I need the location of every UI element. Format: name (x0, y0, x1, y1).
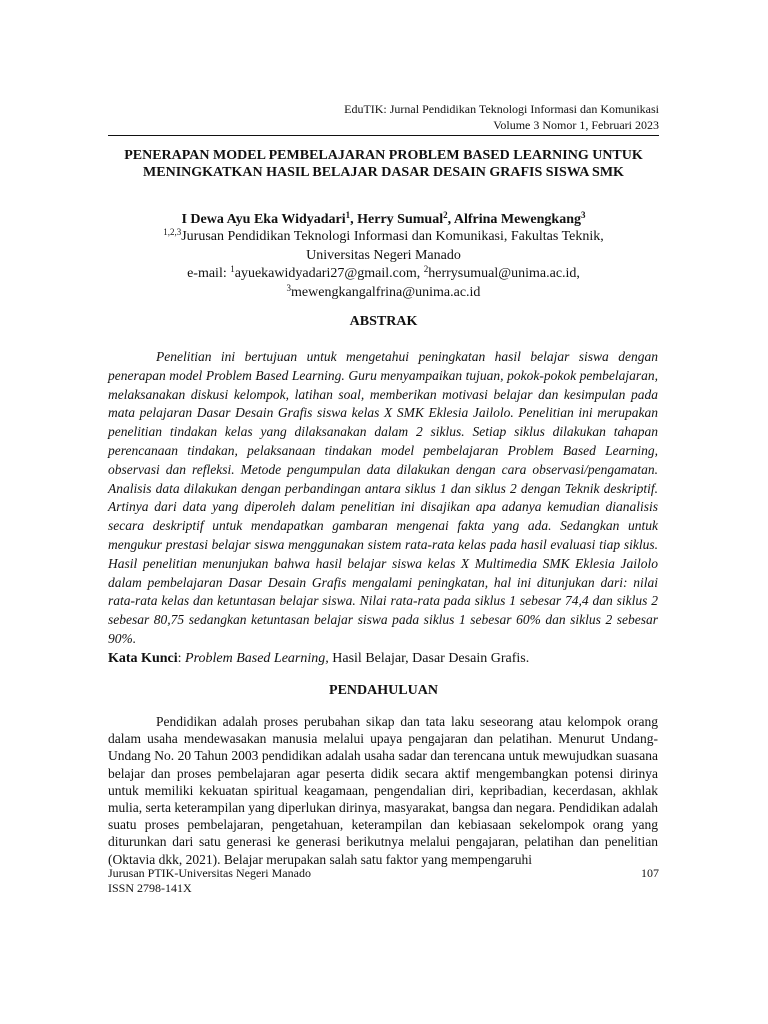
introduction-heading: PENDAHULUAN (329, 683, 438, 698)
abstract-heading: ABSTRAK (349, 314, 418, 329)
university-name: Universitas Negeri Manado (306, 247, 461, 263)
author-list: I Dewa Ayu Eka Widyadari$^1$, Herry Sumual$^2$, Alfrina Mewengkang$^3$ (181, 210, 586, 227)
introduction-text: Pendidikan adalah proses perubahan sikap dan tata laku seseorang atau kelompok orang dalam usaha mendewasakan manusia melalui upaya pengajaran dan pelatihan. Menurut Undang-Undang No. 20 Tahun 2003 pendidikan adalah usaha sadar dan terencana untuk mewujudkan suasana belajar dan proses pembelajaran agar peserta didik secara aktif mengembangkan potensi dirinya untuk memiliki kekuatan spiritual keagamaan, pengendalian diri, kepribadian, kecerdasan, akhlak mulia, serta keterampilan yang diperlukan dirinya, masyarakat, bangsa dan negara. Pendidikan adalah suatu proses pembelajaran, pengetahuan, keterampilan dan kebiasaan sekelompok orang yang diturunkan dari satu generasi ke generasi berikutnya melalui pengajaran, pelatihan dan penelitian (Oktavia dkk, 2021). Belajar merupakan salah satu faktor yang mempengaruhi (108, 714, 658, 867)
keywords-label: Kata Kunci (108, 651, 178, 666)
keywords-line (108, 650, 659, 668)
affiliation-text: Jurusan Pendidikan Teknologi Informasi dan Komunikasi, Fakultas Teknik, (181, 229, 604, 244)
email-mark: 3 (286, 282, 292, 293)
email-label: e-mail: (187, 266, 231, 281)
footer-issn: ISSN 2798-141X (108, 881, 192, 895)
author-mark: 3 (581, 210, 586, 220)
footer-department: Jurusan PTIK-Universitas Negeri Manado (108, 866, 311, 880)
author-name: Alfrina Mewengkang (453, 212, 581, 227)
email-line (108, 284, 659, 303)
page-footer (108, 866, 659, 896)
header-rule (108, 135, 659, 136)
journal-volume: Volume 3 Nomor 1, Februari 2023 (493, 118, 659, 132)
email-line: e-mail: $^1$ayuekawidyadari27@gmail.com, $^2$herrysumual@unima.ac.id, (187, 264, 580, 281)
keywords-rest: Hasil Belajar, Dasar Desain Grafis. (328, 651, 530, 666)
email-address: mewengkangalfrina@unima.ac.id (291, 284, 481, 300)
author-name: I Dewa Ayu Eka Widyadari (181, 212, 346, 227)
author-name: Herry Sumual (357, 212, 444, 227)
keywords-italic: Problem Based Learning, (185, 651, 329, 666)
author-mark: 1 (345, 210, 351, 220)
keywords-separator: : (177, 651, 186, 666)
affiliation-block (108, 228, 659, 302)
page-number: 107 (641, 866, 659, 880)
email-address: herrysumual@unima.ac.id (428, 266, 577, 281)
author-mark: 2 (443, 210, 448, 220)
email-address: ayuekawidyadari27@gmail.com (234, 266, 417, 281)
email-mark: 2 (423, 264, 429, 274)
affiliation-mark: 1,2,3 (163, 227, 182, 237)
affiliation-line (108, 228, 659, 247)
paper-title: PENERAPAN MODEL PEMBELAJARAN PROBLEM BASED LEARNING UNTUK MENINGKATKAN HASIL BELAJAR DASAR DESAIN GRAFIS SISWA SMK (124, 148, 643, 180)
journal-header (108, 101, 659, 133)
abstract-text: Penelitian ini bertujuan untuk mengetahui peningkatan hasil belajar siswa dengan penerapan model Problem Based Learning. Guru menyampaikan tujuan, pokok-pokok pembelajaran, melaksanakan diskusi kelompok, latihan soal, memberikan motivasi belajar dan kesimpulan pada mata pelajaran Dasar Desain Grafis siswa kelas X SMK Eklesia Jailolo. Penelitian ini merupakan penelitian tindakan kelas yang dilaksanakan dalam 2 siklus. Setiap siklus dilakukan tahapan perencanaan tindakan, pelaksanaan tindakan model pembelajaran Problem Based Learning, observasi dan refleksi. Metode pengumpulan data dilakukan dengan cara observasi/pengamatan. Analisis data dilakukan dengan perbandingan antara siklus 1 dan siklus 2 dengan Teknik deskriptif. Artinya dari data yang diperoleh dalam penelitian ini disajikan apa adanya kemudian dianalisis secara deskriptif untuk mendapatkan gambaran mengenai fakta yang ada. Sedangkan untuk mengukur prestasi belajar siswa menggunakan sistem rata-rata kelas pada hasil evaluasi tiap siklus. Hasil penelitian menunjukan bahwa hasil belajar siswa kelas X Multimedia SMK Eklesia Jailolo dalam pembelajaran Dasar Desain Grafis mengalami peningkatan, hal ini ditunjukan dari: nilai rata-rata kelas dan ketuntasan belajar siswa. Nilai rata-rata pada siklus 1 sebesar 74,4 dan siklus 2 sebesar 80,75 sedangkan ketuntasan belajar siswa pada siklus 1 sebesar 60% dan siklus 2 sebesar 90%. (108, 349, 658, 646)
journal-name: EduTIK: Jurnal Pendidikan Teknologi Informasi dan Komunikasi (344, 102, 659, 116)
email-mark: 1 (230, 264, 235, 274)
